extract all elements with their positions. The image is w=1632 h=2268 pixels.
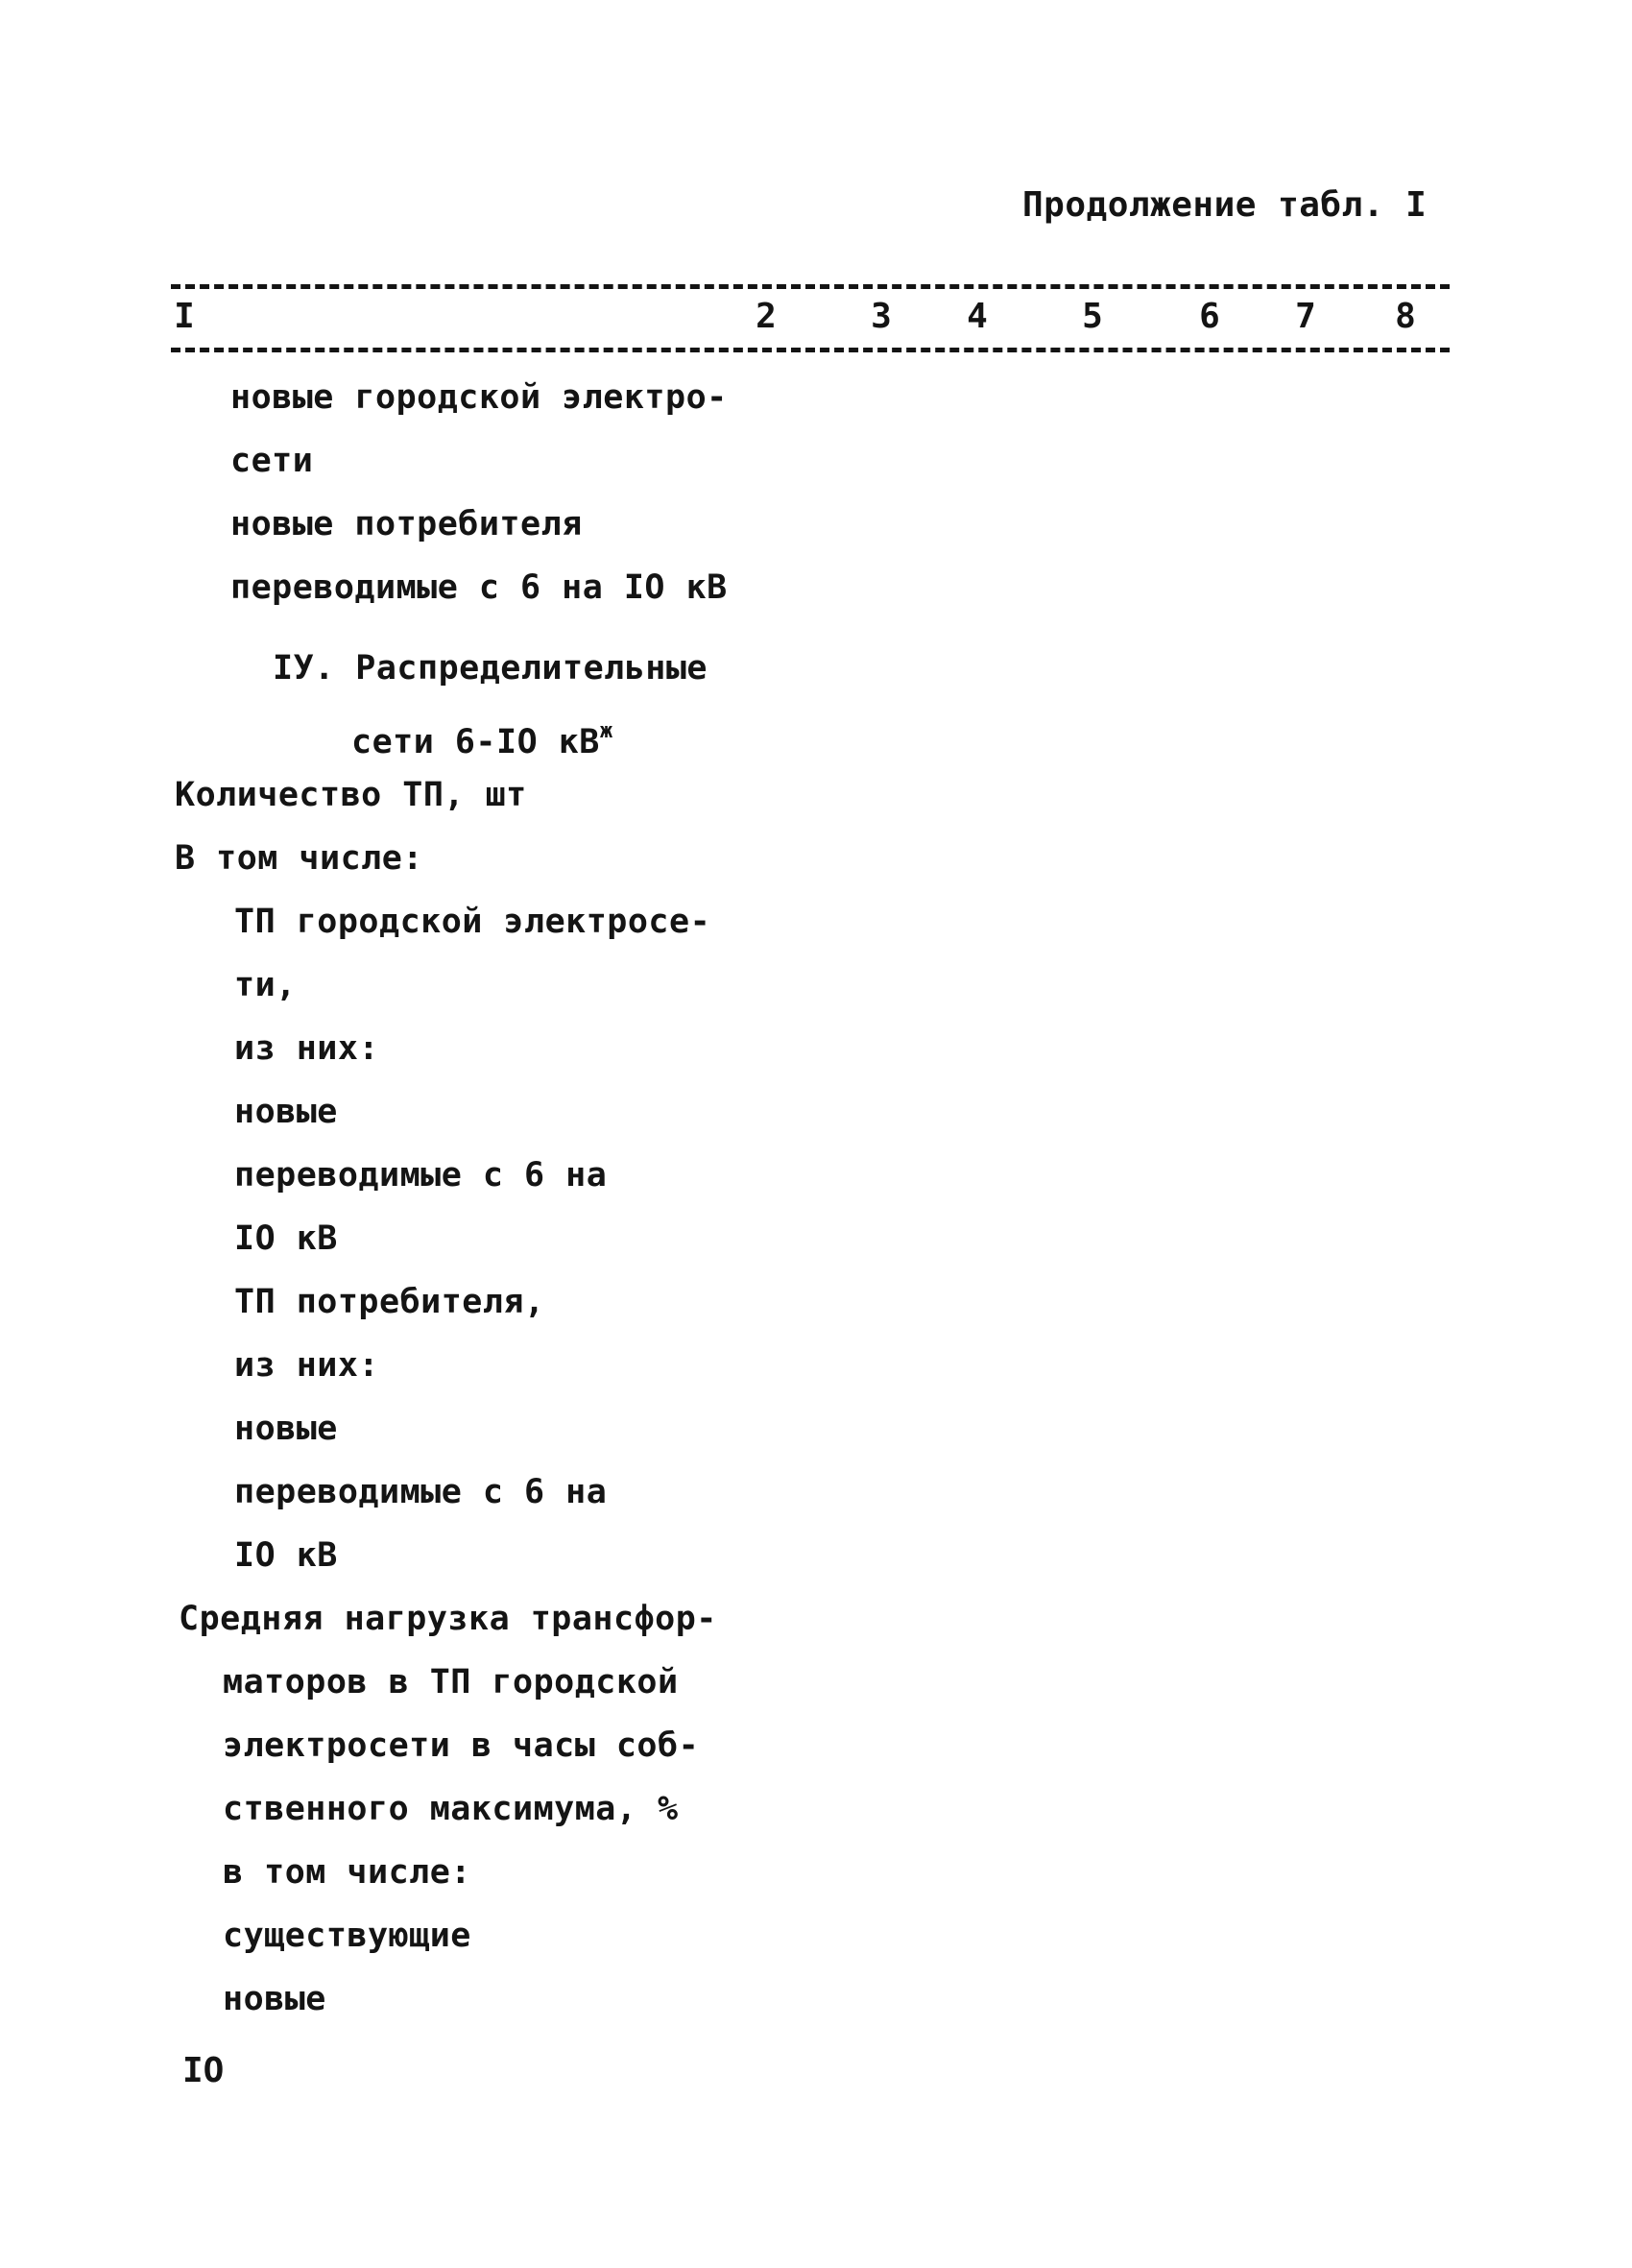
table-continuation-caption: Продолжение табл. I xyxy=(1022,185,1428,225)
row-label: из них: xyxy=(234,1029,380,1068)
page-number: IO xyxy=(182,2051,225,2090)
column-header-2: 2 xyxy=(756,297,777,336)
column-header-1: I xyxy=(174,297,195,336)
row-label: электросети в часы соб- xyxy=(223,1726,700,1765)
row-label: новые xyxy=(223,1980,326,2018)
row-label: ственного максимума, % xyxy=(223,1790,679,1828)
row-label: ТП потребителя, xyxy=(234,1283,545,1321)
row-label: новые потребителя xyxy=(230,505,583,543)
row-label: Средняя нагрузка трансфор- xyxy=(179,1600,717,1638)
column-header-4: 4 xyxy=(967,297,988,336)
row-label: ТП городской электросе- xyxy=(234,903,711,941)
row-label: переводимые с 6 на IO кВ xyxy=(230,568,728,607)
row-label: переводимые с 6 на xyxy=(234,1156,608,1194)
column-header-3: 3 xyxy=(871,297,892,336)
row-label: из них: xyxy=(234,1346,380,1385)
row-label: ти, xyxy=(234,966,297,1004)
section-heading-text: сети 6-IO кВ xyxy=(351,723,600,761)
row-label: новые xyxy=(234,1410,338,1448)
row-label: В том числе: xyxy=(175,839,423,878)
footnote-mark: ж xyxy=(599,719,613,743)
row-label: Количество ТП, шт xyxy=(175,776,527,814)
row-label: в том числе: xyxy=(223,1853,471,1892)
row-label: маторов в ТП городской xyxy=(223,1663,679,1701)
row-label: существующие xyxy=(223,1917,471,1955)
row-label: IO кВ xyxy=(234,1219,338,1258)
table-header-top-rule xyxy=(171,284,1450,289)
section-heading: IУ. Распределительные xyxy=(273,649,708,688)
column-header-5: 5 xyxy=(1082,297,1103,336)
row-label: IO кВ xyxy=(234,1536,338,1575)
column-header-6: 6 xyxy=(1199,297,1220,336)
row-label: новые городской электро- xyxy=(230,378,728,417)
row-label: переводимые с 6 на xyxy=(234,1473,608,1511)
section-heading-line-2 xyxy=(351,711,613,763)
table-header-bottom-rule xyxy=(171,348,1450,352)
column-header-7: 7 xyxy=(1295,297,1316,336)
row-label: новые xyxy=(234,1093,338,1131)
column-header-8: 8 xyxy=(1395,297,1416,336)
row-label: сети xyxy=(230,442,314,480)
